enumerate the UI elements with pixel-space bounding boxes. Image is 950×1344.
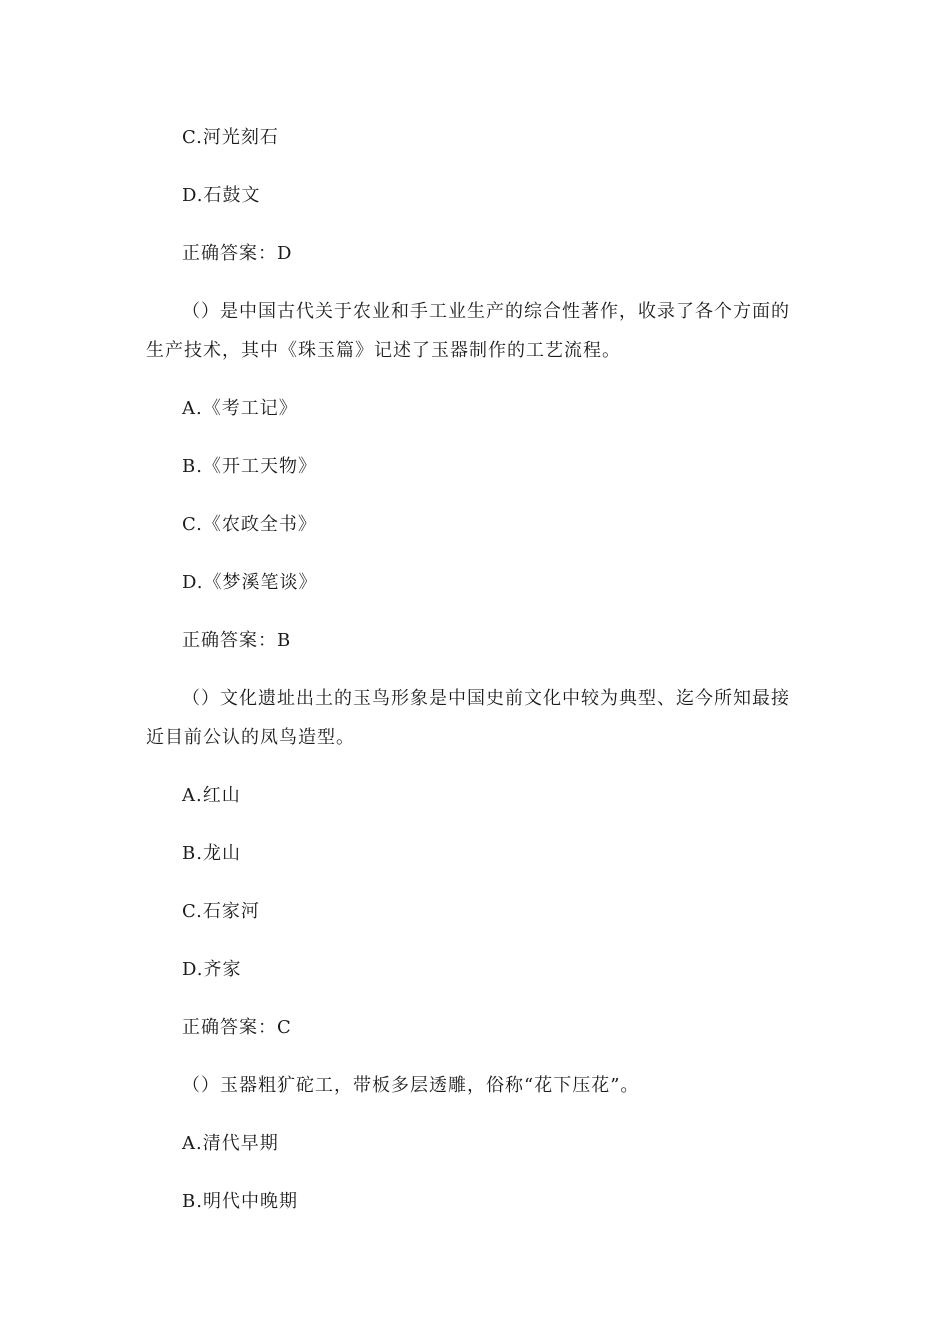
question-text: （）文化遗址出土的玉鸟形象是中国史前文化中较为典型、迄今所知最接	[182, 688, 790, 709]
question-text: （）玉器粗犷砣工，带板多层透雕，俗称“花下压花”。	[182, 1075, 640, 1096]
answer-line: 正确答案：C	[182, 1017, 292, 1038]
option-b: B.明代中晚期	[182, 1191, 298, 1212]
question-text-continued: 生产技术，其中《珠玉篇》记述了玉器制作的工艺流程。	[146, 340, 621, 361]
question-text-continued: 近目前公认的凤鸟造型。	[146, 727, 355, 748]
option-a: A.《考工记》	[182, 398, 298, 419]
option-b: B.《开工天物》	[182, 456, 317, 477]
answer-line: 正确答案：B	[182, 630, 292, 651]
option-c: C.河光刻石	[182, 127, 279, 148]
option-b: B.龙山	[182, 843, 241, 864]
option-c: C.石家河	[182, 901, 260, 922]
question-text: （）是中国古代关于农业和手工业生产的综合性著作，收录了各个方面的	[182, 301, 790, 322]
option-c: C.《农政全书》	[182, 514, 317, 535]
answer-line: 正确答案：D	[182, 243, 293, 264]
option-d: D.齐家	[182, 959, 242, 980]
option-a: A.清代早期	[182, 1133, 279, 1154]
option-a: A.红山	[182, 785, 241, 806]
option-d: D.石鼓文	[182, 185, 261, 206]
option-d: D.《梦溪笔谈》	[182, 572, 318, 593]
